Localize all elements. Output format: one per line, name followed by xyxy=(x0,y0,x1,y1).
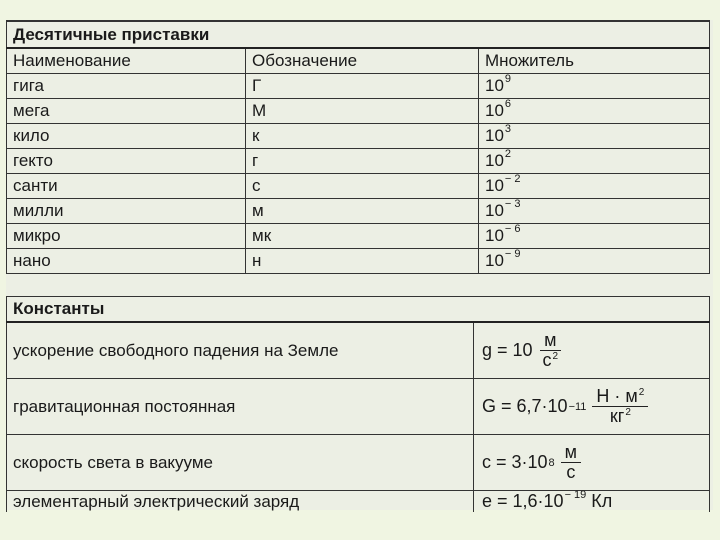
decimal-prefixes-table xyxy=(6,20,710,274)
fraction-numerator xyxy=(592,387,648,407)
constant-name: гравитационная постоянная xyxy=(7,379,474,435)
table-row xyxy=(7,435,710,491)
constant-formula xyxy=(474,491,710,513)
multiplier-base: 10 xyxy=(485,151,504,170)
prefix-multiplier xyxy=(479,74,710,99)
prefix-multiplier xyxy=(479,224,710,249)
denominator-unit: с xyxy=(542,350,552,370)
constants-table xyxy=(6,296,710,512)
table-row xyxy=(7,99,710,124)
prefix-symbol: мк xyxy=(246,224,479,249)
multiplier-base: 10 xyxy=(485,76,504,95)
constants-title: Константы xyxy=(7,297,710,323)
prefix-symbol: м xyxy=(246,199,479,224)
prefix-symbol: г xyxy=(246,149,479,174)
formula-lhs: g = 10 xyxy=(482,340,533,360)
table-row xyxy=(7,322,710,379)
prefix-name: нано xyxy=(7,249,246,274)
constant-formula xyxy=(474,322,710,379)
denominator-unit: кг xyxy=(609,406,625,426)
multiplier-exponent: 2 xyxy=(504,148,512,160)
prefix-name: гекто xyxy=(7,149,246,174)
multiplier-exponent: 6 xyxy=(504,98,512,110)
prefix-name: санти xyxy=(7,174,246,199)
multiplier-exponent: − 9 xyxy=(504,248,521,260)
multiplier-exponent: − 6 xyxy=(504,223,521,235)
table-row xyxy=(7,224,710,249)
prefixes-title: Десятичные приставки xyxy=(7,21,710,48)
table-row xyxy=(7,379,710,435)
prefix-name: микро xyxy=(7,224,246,249)
unit-fraction xyxy=(539,331,563,370)
denominator-exponent: 2 xyxy=(625,407,631,418)
table-row xyxy=(7,249,710,274)
prefix-multiplier xyxy=(479,174,710,199)
formula-lhs: c = 3·10 xyxy=(482,452,548,472)
header-symbol: Обозначение xyxy=(246,48,479,74)
prefix-multiplier xyxy=(479,124,710,149)
multiplier-exponent: − 3 xyxy=(504,198,521,210)
prefix-symbol: Г xyxy=(246,74,479,99)
multiplier-base: 10 xyxy=(485,101,504,120)
fraction-denominator: с xyxy=(566,462,576,482)
prefix-symbol: с xyxy=(246,174,479,199)
constant-name: элементарный электрический заряд xyxy=(7,491,474,513)
unit-fraction xyxy=(592,387,648,426)
table-row xyxy=(7,491,710,513)
constant-name: ускорение свободного падения на Земле xyxy=(7,322,474,379)
constant-formula: G = 6,7·10 −11 $\frac{Н \cdot м^2}{кг^2}$ xyxy=(474,379,710,435)
denominator-exponent: 2 xyxy=(552,351,559,362)
formula-lhs: e = 1,6·10 xyxy=(482,491,564,511)
table-row xyxy=(7,199,710,224)
prefix-multiplier xyxy=(479,249,710,274)
prefix-symbol: н xyxy=(246,249,479,274)
table-row xyxy=(7,74,710,99)
prefix-symbol: к xyxy=(246,124,479,149)
prefix-multiplier xyxy=(479,99,710,124)
prefix-name: милли xyxy=(7,199,246,224)
table-header-row xyxy=(7,48,710,74)
table-row xyxy=(7,149,710,174)
numerator-exponent: 2 xyxy=(638,387,645,399)
formula-unit: Кл xyxy=(591,491,613,511)
prefix-name: кило xyxy=(7,124,246,149)
formula-exponent: − 19 xyxy=(564,489,587,501)
constant-name: скорость света в вакууме xyxy=(7,435,474,491)
fraction-numerator: м xyxy=(561,443,581,463)
document-page xyxy=(6,20,713,510)
numerator-unit: Н · м xyxy=(596,386,638,407)
prefix-name: гига xyxy=(7,74,246,99)
multiplier-base: 10 xyxy=(485,126,504,145)
multiplier-exponent: 3 xyxy=(504,123,512,135)
prefix-name: мега xyxy=(7,99,246,124)
multiplier-base: 10 xyxy=(485,201,504,220)
fraction-denominator xyxy=(606,407,635,426)
multiplier-base: 10 xyxy=(485,251,504,270)
fraction-numerator: м xyxy=(540,331,560,351)
prefix-symbol: М xyxy=(246,99,479,124)
table-row xyxy=(7,174,710,199)
multiplier-exponent: 9 xyxy=(504,73,512,85)
prefix-multiplier xyxy=(479,199,710,224)
header-name: Наименование xyxy=(7,48,246,74)
formula-lhs: G = 6,7·10 xyxy=(482,396,568,416)
multiplier-exponent: − 2 xyxy=(504,173,521,185)
fraction-denominator xyxy=(539,351,563,370)
table-row xyxy=(7,124,710,149)
unit-fraction xyxy=(561,443,581,482)
multiplier-base: 10 xyxy=(485,226,504,245)
constant-formula: c = 3·10 8 $\frac{м}{с}$ xyxy=(474,435,710,491)
prefix-multiplier xyxy=(479,149,710,174)
header-multiplier: Множитель xyxy=(479,48,710,74)
multiplier-base: 10 xyxy=(485,176,504,195)
